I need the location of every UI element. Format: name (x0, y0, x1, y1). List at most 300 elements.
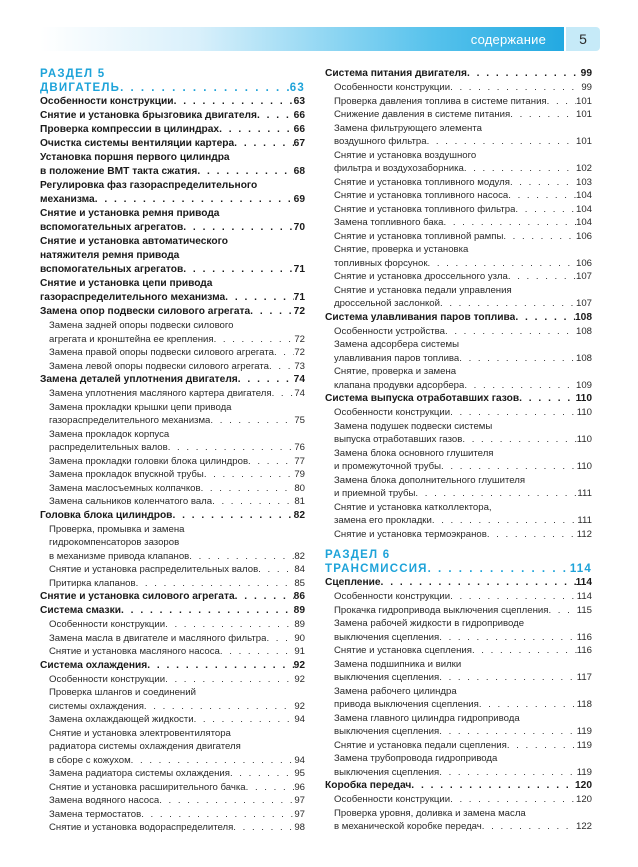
toc-entry-label: выключения сцепления (334, 631, 440, 643)
page-ref: 122 (575, 821, 592, 832)
page-ref: 101 (575, 136, 592, 147)
toc-entry-line[interactable]: Замена задней опоры подвески силового (49, 320, 234, 331)
toc-entry[interactable] (325, 81, 592, 95)
toc-heading[interactable] (40, 221, 305, 235)
toc-entry[interactable] (325, 460, 592, 474)
dot-leader (266, 632, 294, 646)
toc-heading[interactable] (325, 311, 592, 325)
toc-entry-line[interactable]: Снятие и установка педали управления (334, 284, 512, 296)
toc-entry-label: Замена левой опоры подвески силового агрегата (49, 360, 270, 372)
header-title: содержание (470, 31, 546, 47)
toc-entry-label: Особенности конструкции (49, 619, 166, 630)
toc-entry-label: Притирка клапанов (49, 577, 136, 589)
toc-entry-label: Снятие и установка сцепления (334, 645, 472, 656)
toc-entry[interactable] (325, 514, 592, 528)
toc-entry[interactable] (40, 700, 305, 714)
dot-leader (515, 203, 576, 217)
dot-leader (204, 468, 295, 482)
page-ref: 108 (575, 325, 592, 337)
toc-heading[interactable] (40, 263, 305, 277)
page-ref: 66 (293, 110, 305, 121)
toc-entry[interactable] (325, 189, 592, 203)
dot-leader (183, 221, 293, 235)
toc-entry[interactable] (40, 821, 305, 835)
toc-entry-line[interactable]: Проверка уровня, доливка и замена масла (334, 807, 526, 819)
toc-entry-label: и приемной трубы (334, 488, 416, 499)
dot-leader (439, 766, 576, 780)
page-ref: 119 (576, 739, 592, 751)
page-ref: 119 (576, 726, 592, 737)
toc-entry-label: Замена радиатора системы охлаждения (49, 768, 230, 779)
toc-entry[interactable] (325, 379, 592, 393)
toc-entry-label: Особенности конструкции (334, 591, 451, 602)
toc-entry-label: в сборе с кожухом (49, 754, 131, 766)
toc-entry-label: Особенности устройства (334, 325, 445, 337)
dot-leader (194, 713, 295, 727)
toc-heading-line[interactable]: Установка поршня первого цилиндра (40, 152, 230, 163)
dot-leader (444, 216, 576, 230)
toc-entry-label: Головка блока цилиндров (40, 509, 173, 521)
page-ref: 75 (294, 415, 305, 426)
dot-leader (510, 176, 576, 190)
toc-entry-label: замена его прокладки (334, 515, 432, 526)
toc-entry[interactable] (40, 673, 305, 687)
toc-heading[interactable] (40, 95, 305, 109)
toc-entry-line[interactable]: Замена адсорбера системы (334, 339, 459, 350)
page-ref: 92 (293, 659, 305, 671)
dot-leader (234, 137, 293, 151)
page-ref: 99 (580, 68, 592, 79)
toc-entry-line[interactable]: Замена главного цилиндра гидропривода (334, 712, 520, 724)
page-ref: 106 (575, 230, 592, 242)
toc-entry-line[interactable]: Замена подушек подвески системы (334, 420, 493, 432)
dot-leader (248, 455, 294, 469)
page-ref: 76 (294, 442, 305, 453)
toc-entry[interactable] (325, 406, 592, 420)
toc-entry[interactable] (325, 176, 592, 190)
page-ref: 116 (576, 645, 592, 656)
dot-leader (464, 162, 576, 176)
dot-leader (165, 618, 294, 632)
dot-leader (487, 528, 577, 542)
dot-leader (381, 576, 576, 590)
toc-entry[interactable] (40, 767, 305, 781)
dot-leader (508, 270, 576, 284)
toc-entry-label: Снятие и установка топливного фильтра (334, 203, 516, 215)
toc-entry-label: Замена прокладки головки блока цилиндров (49, 455, 249, 467)
dot-leader (214, 333, 295, 347)
toc-entry[interactable] (325, 230, 592, 244)
toc-entry[interactable] (40, 632, 305, 646)
toc-entry-label: Замена маслосъемных колпачков (49, 482, 201, 494)
page-ref: 104 (575, 217, 592, 228)
dot-leader (459, 352, 576, 366)
page-ref: 91 (294, 646, 305, 657)
toc-heading[interactable] (40, 305, 305, 319)
toc-entry[interactable] (325, 793, 592, 807)
toc-entry-label: фильтра и воздухозаборника (334, 163, 464, 174)
toc-entry[interactable] (325, 528, 592, 542)
toc-entry-label: агрегата и кронштейна ее крепления (49, 333, 214, 345)
toc-entry-line[interactable]: Замена блока основного глушителя (334, 447, 494, 459)
page-ref: 97 (294, 808, 305, 820)
toc-entry-label: системы охлаждения (49, 700, 144, 712)
toc-entry[interactable] (325, 203, 592, 217)
page-ref: 101 (575, 95, 592, 107)
toc-entry-label: Проверка давления топлива в системе питания (334, 95, 547, 107)
page-ref: 98 (294, 822, 305, 833)
toc-entry[interactable] (325, 820, 592, 834)
page-ref: 117 (576, 672, 592, 683)
toc-entry-line[interactable]: Снятие и установка катколлектора, (334, 501, 492, 513)
toc-entry[interactable] (40, 754, 305, 768)
toc-entry[interactable] (325, 698, 592, 712)
page-ref: 68 (293, 166, 305, 177)
toc-heading[interactable] (40, 373, 305, 387)
toc-entry-label: воздушного фильтра (334, 136, 427, 147)
toc-entry-label: Снятие и установка брызговика двигателя (40, 110, 257, 121)
toc-entry[interactable] (325, 162, 592, 176)
page-ref: 103 (575, 176, 592, 188)
page-ref: 104 (575, 203, 592, 215)
dot-leader (439, 631, 576, 645)
page-ref: 77 (294, 455, 305, 467)
toc-heading-line[interactable]: Регулировка фаз газораспределительного (40, 180, 258, 191)
section-title[interactable] (40, 81, 305, 95)
dot-leader (515, 311, 575, 325)
dot-leader (450, 793, 576, 807)
toc-entry[interactable] (325, 433, 592, 447)
toc-entry[interactable] (325, 352, 592, 366)
page-ref: 67 (293, 138, 305, 149)
dot-leader (120, 81, 290, 95)
toc-entry-label: Снижение давления в системе питания (334, 109, 511, 120)
toc-entry[interactable] (325, 590, 592, 604)
page-ref: 107 (575, 298, 592, 309)
toc-entry-label: Снятие и установка термоэкранов (334, 528, 487, 540)
toc-entry-line[interactable]: Снятие, проверка и замена (334, 366, 457, 377)
toc-entry[interactable] (40, 333, 305, 347)
page-ref: 72 (293, 306, 305, 317)
page-ref: 114 (576, 591, 592, 602)
dot-leader (197, 165, 293, 179)
dot-leader (445, 325, 576, 339)
page-ref: 81 (294, 496, 305, 507)
toc-entry[interactable] (325, 739, 592, 753)
toc-entry[interactable] (325, 487, 592, 501)
toc-entry-label: Особенности конструкции (334, 407, 451, 418)
page-ref: 73 (294, 360, 305, 372)
toc-heading[interactable] (325, 576, 592, 590)
dot-leader (238, 373, 294, 387)
toc-entry[interactable] (40, 482, 305, 496)
toc-entry-label: Замена водяного насоса (49, 795, 160, 806)
toc-entry[interactable] (325, 95, 592, 109)
toc-entry-label: Система улавливания паров топлива (325, 311, 516, 323)
toc-entry-label: Особенности конструкции (49, 673, 166, 685)
toc-entry-label: в механической коробке передач (334, 821, 482, 832)
toc-entry[interactable] (325, 216, 592, 230)
toc-entry-label: дроссельной заслонкой (334, 298, 441, 309)
toc-entry-label: газораспределительного механизма (49, 415, 211, 426)
toc-entry-label: Сцепление (325, 577, 381, 588)
toc-entry-label: клапана продувки адсорбера (334, 379, 465, 391)
toc-entry-label: Особенности конструкции (334, 82, 451, 93)
toc-heading[interactable] (325, 779, 592, 793)
toc-entry-label: Особенности конструкции (334, 794, 451, 805)
toc-entry-label: выключения сцепления (334, 726, 440, 737)
toc-heading[interactable] (325, 67, 592, 81)
toc-entry-label: в положение ВМТ такта сжатия (40, 166, 198, 177)
dot-leader (189, 550, 294, 564)
dot-leader (147, 659, 293, 673)
toc-entry-label: выпуска отработавших газов (334, 434, 463, 445)
dot-leader (441, 460, 577, 474)
toc-heading-line[interactable]: натяжителя ремня привода (40, 250, 180, 261)
toc-entry[interactable] (40, 550, 305, 564)
page-ref: 74 (294, 388, 305, 399)
toc-entry[interactable] (40, 414, 305, 428)
toc-entry-label: Замена опор подвески силового агрегата (40, 306, 251, 317)
page-ref: 114 (569, 563, 592, 575)
toc-entry-line[interactable]: Замена прокладок корпуса (49, 428, 170, 440)
toc-entry[interactable] (40, 713, 305, 727)
page-ref: 89 (293, 605, 305, 616)
page-ref: 111 (577, 488, 592, 499)
page-ref: 95 (294, 768, 305, 779)
toc-heading[interactable] (40, 165, 305, 179)
toc-entry-line[interactable]: Снятие и установка воздушного (334, 149, 477, 161)
toc-entry[interactable] (325, 671, 592, 685)
toc-entry-label: Замена прокладок впускной трубы (49, 469, 204, 480)
dot-leader (141, 808, 294, 822)
page-ref: 115 (576, 604, 592, 616)
dot-leader (272, 387, 295, 401)
page-ref: 106 (575, 257, 592, 269)
dot-leader (95, 193, 294, 207)
toc-heading[interactable] (40, 509, 305, 523)
toc-entry-label: вспомогательных агрегатов (40, 264, 184, 275)
toc-entry[interactable] (40, 387, 305, 401)
toc-entry-line[interactable]: Замена рабочей жидкости в гидроприводе (334, 618, 525, 629)
dot-leader (183, 263, 293, 277)
toc-entry-line[interactable]: Замена прокладки крышки цепи привода (49, 401, 232, 413)
dot-leader (479, 698, 577, 712)
toc-entry-line[interactable]: радиатора системы охлаждения двигателя (49, 741, 241, 752)
toc-entry[interactable] (325, 604, 592, 618)
page-header (40, 27, 600, 51)
toc-entry-label: Замена масла в двигателе и масляного фильтра (49, 632, 267, 644)
toc-entry[interactable] (325, 325, 592, 339)
dot-leader (168, 441, 295, 455)
toc-entry-line[interactable]: Замена рабочего цилиндра (334, 685, 457, 697)
dot-leader (508, 189, 576, 203)
toc-entry-label: Снятие и установка дроссельного узла (334, 271, 508, 282)
toc-entry-label: Снятие и установка силового агрегата (40, 591, 235, 602)
toc-entry-label: Система питания двигателя (325, 68, 467, 79)
toc-entry[interactable] (40, 577, 305, 591)
toc-entry-line[interactable]: Замена блока дополнительного глушителя (334, 474, 526, 486)
page-ref: 63 (293, 96, 305, 107)
dot-leader (131, 754, 295, 768)
dot-leader (507, 739, 577, 753)
toc-heading[interactable] (40, 590, 305, 604)
dot-leader (269, 360, 294, 374)
dot-leader (482, 820, 576, 834)
page-ref: 80 (294, 482, 305, 494)
toc-entry[interactable] (40, 563, 305, 577)
toc-entry-line[interactable]: Снятие и установка электровентилятора (49, 727, 231, 739)
page-ref: 107 (575, 271, 592, 282)
page-ref: 96 (294, 781, 305, 793)
toc-entry[interactable] (40, 618, 305, 632)
dot-leader (246, 781, 295, 795)
toc-entry-label: выключения сцепления (334, 766, 440, 778)
page-ref: 94 (294, 754, 305, 766)
toc-entry-label: Очистка системы вентиляции картера (40, 138, 235, 149)
toc-entry-line[interactable]: Проверка шлангов и соединений (49, 687, 196, 698)
toc-entry[interactable] (325, 725, 592, 739)
toc-entry[interactable] (40, 645, 305, 659)
toc-entry-label: механизма (40, 194, 95, 205)
page-ref: 90 (294, 632, 305, 644)
toc-entry-line[interactable]: Замена трубопровода гидропривода (334, 753, 498, 764)
toc-entry-label: Снятие и установка водораспределителя (49, 822, 234, 833)
toc-heading[interactable] (325, 392, 592, 406)
dot-leader (225, 291, 294, 305)
page-ref: 120 (575, 780, 592, 791)
toc-heading-line[interactable]: Снятие и установка автоматического (40, 236, 228, 247)
dot-leader (250, 305, 294, 319)
section-title[interactable] (325, 562, 592, 576)
toc-column-right (325, 67, 592, 834)
toc-entry-line[interactable]: Снятие, проверка и установка (334, 244, 469, 255)
toc-entry[interactable] (325, 135, 592, 149)
toc-entry[interactable] (40, 346, 305, 360)
toc-entry-label: Замена топливного бака (334, 217, 444, 228)
dot-leader (172, 509, 293, 523)
toc-entry-label: Прокачка гидропривода выключения сцепления (334, 604, 549, 616)
toc-entry-label: Замена сальников коленчатого вала (49, 496, 213, 507)
section-label: РАЗДЕЛ 6 (325, 549, 391, 561)
dot-leader (462, 433, 576, 447)
toc-entry[interactable] (325, 270, 592, 284)
page-ref: 102 (575, 163, 592, 174)
toc-entry[interactable] (325, 631, 592, 645)
page-ref: 72 (294, 333, 305, 345)
toc-entry[interactable] (40, 441, 305, 455)
toc-heading[interactable] (40, 291, 305, 305)
toc-entry-label: выключения сцепления (334, 672, 440, 683)
header-bar (40, 27, 564, 51)
page-ref: 109 (575, 379, 592, 391)
dot-leader (411, 779, 575, 793)
dot-leader (165, 673, 294, 687)
dot-leader (427, 135, 576, 149)
dot-leader (230, 767, 294, 781)
toc-entry-label: топливных форсунок (334, 257, 428, 269)
toc-entry-line[interactable]: Проверка, промывка и замена (49, 523, 185, 535)
toc-entry[interactable] (325, 297, 592, 311)
toc-heading[interactable] (40, 109, 305, 123)
toc-heading[interactable] (40, 193, 305, 207)
toc-entry-label: Снятие и установка масляного насоса (49, 646, 220, 657)
dot-leader (439, 671, 576, 685)
toc-entry[interactable] (325, 644, 592, 658)
toc-entry-label: Снятие и установка распределительных валов (49, 564, 259, 575)
toc-entry-line[interactable]: гидрокомпенсаторов зазоров (49, 537, 180, 548)
toc-heading[interactable] (40, 123, 305, 137)
toc-entry-label: Снятие и установка расширительного бачка (49, 781, 246, 793)
page-ref: 92 (294, 700, 305, 712)
toc-entry[interactable] (40, 808, 305, 822)
toc-heading-line[interactable]: Снятие и установка цепи привода (40, 278, 213, 289)
toc-entry-label: Снятие и установка педали сцепления (334, 739, 507, 751)
toc-entry-line[interactable]: Замена подшипника и вилки (334, 658, 462, 670)
page-ref: 70 (293, 222, 305, 233)
toc-entry[interactable] (40, 794, 305, 808)
dot-leader (174, 95, 294, 109)
page-ref: 85 (294, 577, 305, 589)
toc-heading[interactable] (40, 659, 305, 673)
toc-entry-line[interactable]: Замена фильтрующего элемента (334, 122, 482, 134)
dot-leader (450, 406, 577, 420)
dot-leader (415, 487, 577, 501)
page-ref: 108 (575, 311, 592, 323)
page-ref: 99 (581, 82, 592, 93)
dot-leader (212, 495, 294, 509)
page-ref: 66 (293, 124, 305, 135)
toc-entry[interactable] (40, 455, 305, 469)
dot-leader (472, 644, 577, 658)
toc-entry-label: Замена уплотнения масляного картера двигателя (49, 388, 272, 399)
toc-entry[interactable] (40, 781, 305, 795)
dot-leader (519, 392, 575, 406)
page-ref: 82 (294, 550, 305, 562)
toc-entry-label: улавливания паров топлива (334, 352, 460, 364)
page-ref: 63 (289, 82, 305, 94)
dot-leader (428, 257, 576, 271)
dot-leader (144, 700, 294, 714)
toc-entry-label: Проверка компрессии в цилиндрах (40, 124, 220, 135)
toc-entry[interactable] (40, 495, 305, 509)
toc-entry[interactable] (325, 766, 592, 780)
toc-heading[interactable] (40, 137, 305, 151)
page-ref: 92 (294, 673, 305, 685)
dot-leader (439, 725, 576, 739)
toc-entry[interactable] (40, 360, 305, 374)
page-ref: 72 (294, 347, 305, 358)
dot-leader (201, 482, 295, 496)
toc-heading[interactable] (40, 604, 305, 618)
dot-leader (274, 346, 294, 360)
page-ref: 111 (577, 515, 592, 526)
toc-entry-label: Замена правой опоры подвески силового агрегата (49, 347, 274, 358)
page-ref: 110 (576, 407, 592, 418)
toc-entry[interactable] (40, 468, 305, 482)
toc-heading-line[interactable]: Снятие и установка ремня привода (40, 208, 220, 219)
section-title-text: ДВИГАТЕЛЬ (40, 82, 121, 94)
page-ref: 71 (293, 292, 305, 303)
dot-leader (233, 821, 294, 835)
dot-leader (440, 297, 576, 311)
toc-column-left (40, 67, 305, 835)
toc-entry[interactable] (325, 108, 592, 122)
toc-entry-label: Коробка передач (325, 780, 412, 791)
page-ref: 118 (576, 699, 592, 710)
toc-entry[interactable] (325, 257, 592, 271)
page-ref: 94 (294, 714, 305, 725)
